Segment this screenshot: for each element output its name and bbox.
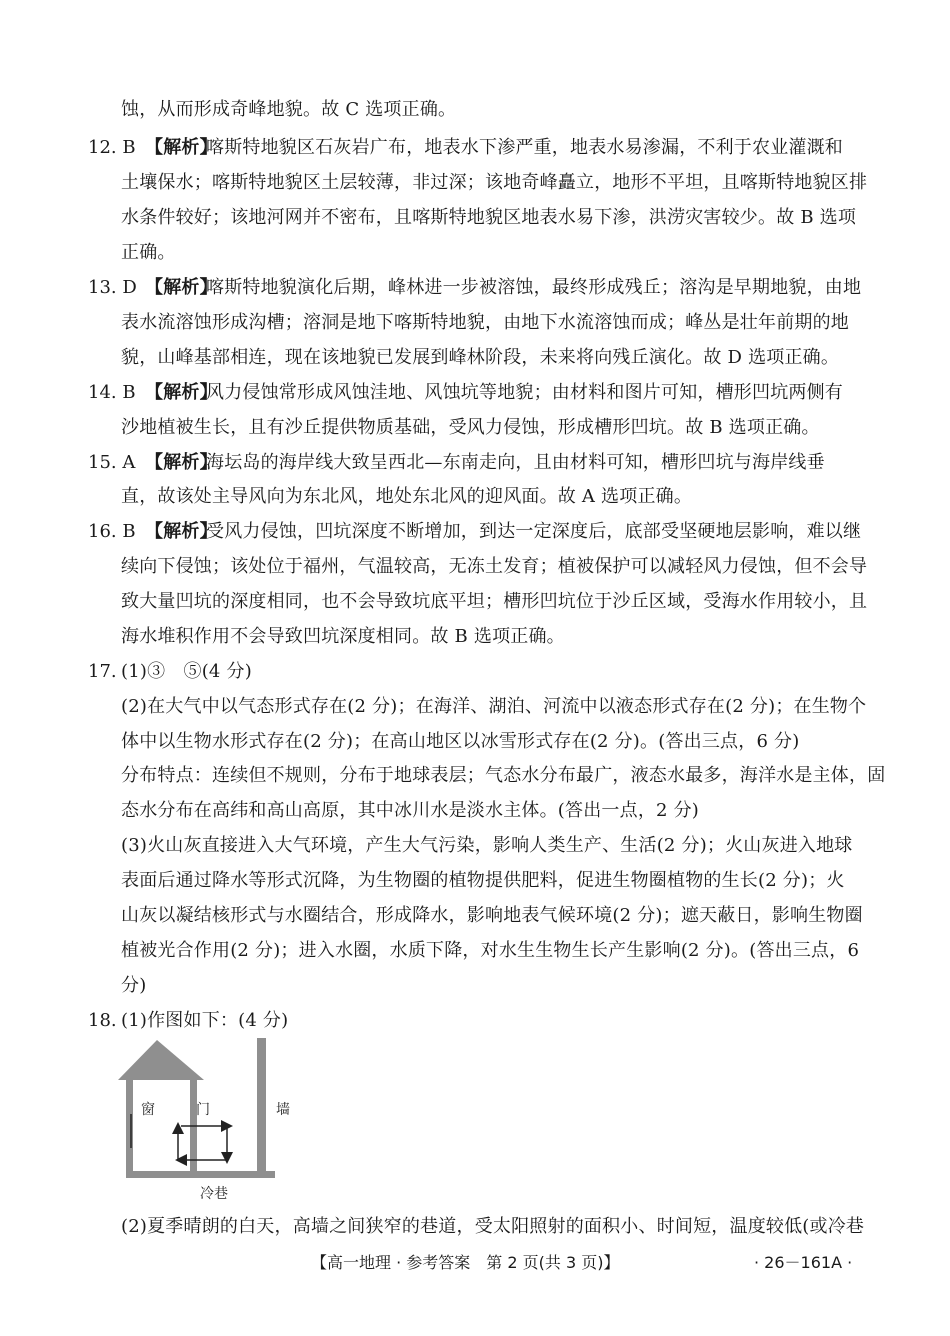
text-line: 沙地植被生长，且有沙丘提供物质基础，受风力侵蚀，形成槽形凹坑。故 B 选项正确。 — [121, 417, 820, 438]
text-line: (2)夏季晴朗的白天，高墙之间狭窄的巷道，受太阳照射的面积小、时间短，温度较低(或冷巷 — [121, 1216, 865, 1237]
cold-lane-diagram — [110, 1030, 320, 1205]
text-line: (1)作图如下：(4 分) — [121, 1010, 289, 1031]
question-number: 15. A — [88, 452, 136, 473]
text-line: 貌，山峰基部相连，现在该地貌已发展到峰林阶段，未来将向残丘演化。故 D 选项正确。 — [121, 347, 840, 368]
text-line: 态水分布在高纬和高山高原，其中冰川水是淡水主体。(答出一点，2 分) — [121, 800, 700, 821]
door-label: 门 — [196, 1102, 210, 1118]
text-line: 植被光合作用(2 分)；进入水圈，水质下降，对水生生物生长产生影响(2 分)。(答出三点，6 — [121, 940, 860, 961]
analysis-tag: 【解析】 — [145, 452, 218, 473]
text-line: 海水堆积作用不会导致凹坑深度相同。故 B 选项正确。 — [121, 626, 565, 647]
footer-title: 【高一地理 · 参考答案 第 2 页(共 3 页)】 — [311, 1253, 620, 1272]
question-number: 17. — [88, 661, 117, 682]
text-line: 喀斯特地貌区石灰岩广布，地表水下渗严重，地表水易渗漏，不利于农业灌溉和 — [206, 137, 843, 158]
text-line: (1)③ ⑤(4 分) — [121, 661, 252, 682]
text-line: 风力侵蚀常形成风蚀洼地、风蚀坑等地貌；由材料和图片可知，槽形凹坑两侧有 — [206, 382, 843, 403]
text-line: 土壤保水；喀斯特地貌区土层较薄，非过深；该地奇峰矗立，地形不平坦，且喀斯特地貌区排 — [121, 172, 868, 193]
house-left-wall — [126, 1080, 133, 1178]
text-line: 分布特点：连续但不规则，分布于地球表层；气态水分布最广，液态水最多，海洋水是主体，固 — [121, 765, 886, 786]
footer-code: · 26－161A · — [754, 1253, 853, 1272]
analysis-tag: 【解析】 — [145, 277, 218, 298]
text-line: 正确。 — [121, 242, 176, 263]
analysis-tag: 【解析】 — [145, 521, 218, 542]
house-right-wall — [190, 1080, 197, 1178]
text-line: 致大量凹坑的深度相同，也不会导致坑底平坦；槽形凹坑位于沙丘区域，受海水作用较小，且 — [121, 591, 868, 612]
text-line: 表面后通过降水等形式沉降，为生物圈的植物提供肥料，促进生物圈植物的生长(2 分)；火 — [121, 870, 845, 891]
analysis-tag: 【解析】 — [145, 137, 218, 158]
lane-label: 冷巷 — [200, 1186, 228, 1202]
text-line: 蚀，从而形成奇峰地貌。故 C 选项正确。 — [121, 99, 457, 120]
text-line: 分) — [121, 975, 147, 996]
text-line: 表水流溶蚀形成沟槽；溶洞是地下喀斯特地貌，由地下水流溶蚀而成；峰丛是壮年前期的地 — [121, 312, 849, 333]
high-wall — [257, 1038, 266, 1178]
question-number: 12. B — [88, 137, 136, 158]
question-number: 14. B — [88, 382, 136, 403]
text-line: 山灰以凝结核形式与水圈结合，形成降水，影响地表气候环境(2 分)；遮天蔽日，影响生物圈 — [121, 905, 863, 926]
question-number: 16. B — [88, 521, 136, 542]
text-line: 海坛岛的海岸线大致呈西北—东南走向，且由材料可知，槽形凹坑与海岸线垂 — [206, 452, 825, 473]
text-line: (2)在大气中以气态形式存在(2 分)；在海洋、湖泊、河流中以液态形式存在(2 分)；在生物个 — [121, 696, 867, 717]
window-label: 窗 — [141, 1102, 155, 1118]
question-number: 18. — [88, 1010, 117, 1031]
question-number: 13. D — [88, 277, 137, 298]
ground-line — [126, 1171, 275, 1178]
text-line: 受风力侵蚀，凹坑深度不断增加，到达一定深度后，底部受坚硬地层影响，难以继 — [206, 521, 862, 542]
roof-shape — [118, 1040, 204, 1080]
text-line: 续向下侵蚀；该处位于福州，气温较高，无冻土发育；植被保护可以减轻风力侵蚀，但不会导 — [121, 556, 868, 577]
text-line: 喀斯特地貌演化后期，峰林进一步被溶蚀，最终形成残丘；溶沟是早期地貌，由地 — [206, 277, 862, 298]
text-line: 直，故该处主导风向为东北风，地处东北风的迎风面。故 A 选项正确。 — [121, 486, 693, 507]
text-line: 体中以生物水形式存在(2 分)；在高山地区以冰雪形式存在(2 分)。(答出三点，6 分) — [121, 731, 800, 752]
text-line: 水条件较好；该地河网并不密布，且喀斯特地貌区地表水易下渗，洪涝灾害较少。故 B 选项 — [121, 207, 857, 228]
text-line: (3)火山灰直接进入大气环境，产生大气污染，影响人类生产、生活(2 分)；火山灰进入地球 — [121, 835, 853, 856]
analysis-tag: 【解析】 — [145, 382, 218, 403]
wall-label: 墙 — [276, 1102, 290, 1118]
